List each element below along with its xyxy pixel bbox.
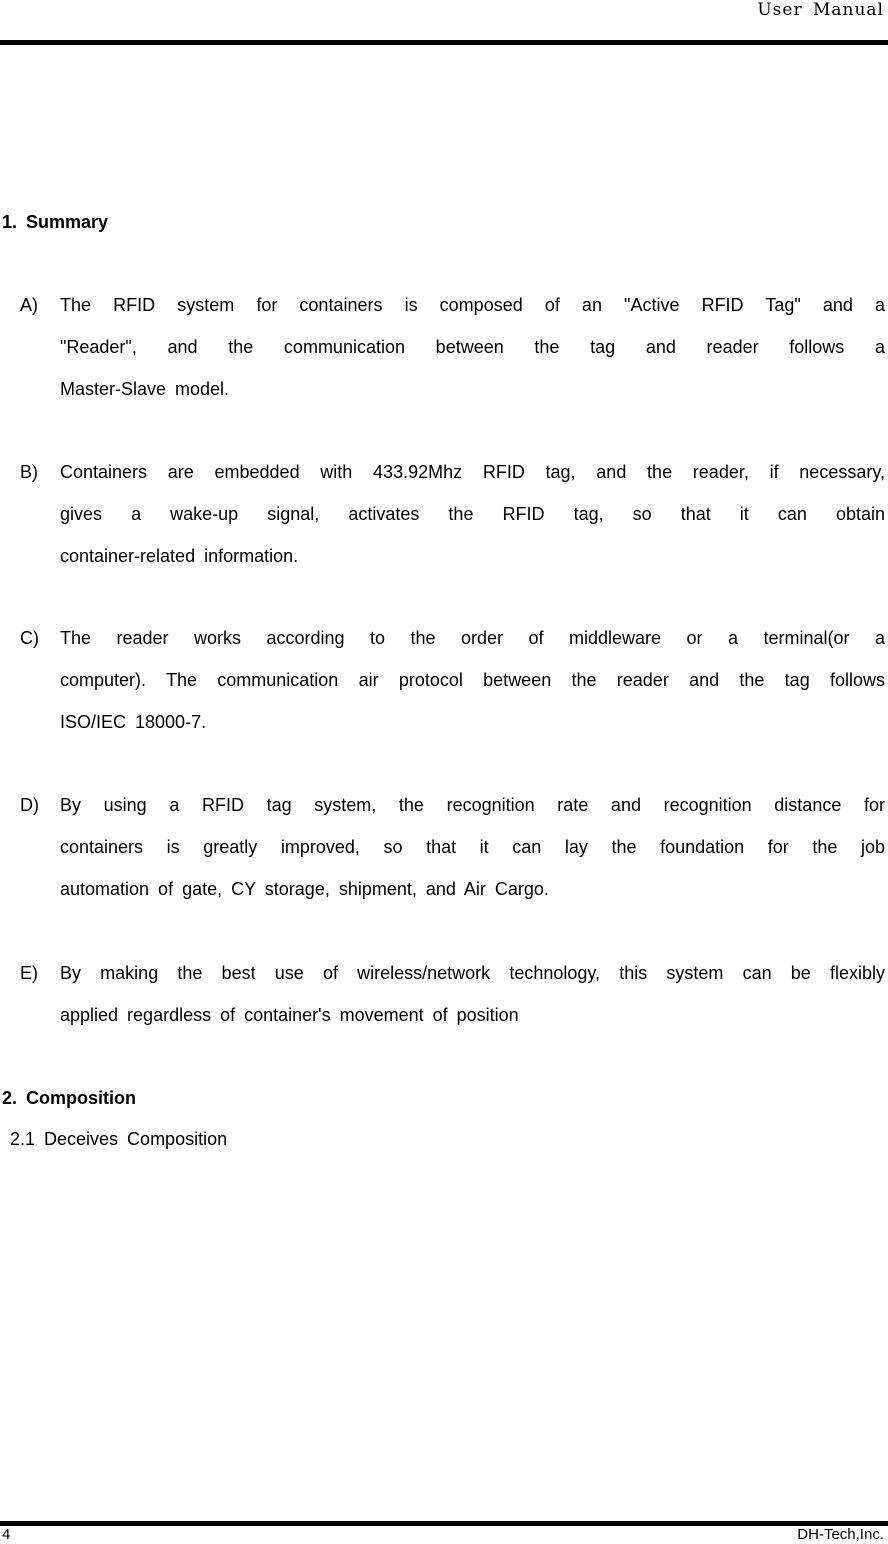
item-marker: C) <box>20 628 39 648</box>
item-line: The reader works according to the order of middleware or a terminal(or a <box>60 628 885 648</box>
item-line: gives a wake-up signal, activates the RFID tag, so that it can obtain <box>60 504 885 524</box>
page-number: 4 <box>2 1526 11 1543</box>
section-heading-composition: 2. Composition <box>2 1088 136 1108</box>
summary-item-b <box>20 451 885 577</box>
item-marker: B) <box>20 462 38 482</box>
item-marker: A) <box>20 295 38 315</box>
item-line: ISO/IEC 18000-7. <box>60 712 207 732</box>
summary-item-a <box>20 284 885 410</box>
item-line: Containers are embedded with 433.92Mhz RFID tag, and the reader, if necessary, <box>60 462 885 482</box>
item-line: By making the best use of wireless/network technology, this system can be flexibly <box>60 963 885 983</box>
item-line: automation of gate, CY storage, shipment, and Air Cargo. <box>60 879 549 899</box>
item-line: "Reader", and the communication between the tag and reader follows a <box>60 337 885 357</box>
item-line: By using a RFID tag system, the recognition rate and recognition distance for <box>60 795 885 815</box>
header-title: User Manual <box>757 0 884 20</box>
summary-item-c <box>20 617 885 743</box>
section-heading-summary: 1. Summary <box>2 212 109 232</box>
header-rule <box>0 40 888 45</box>
footer-rule <box>0 1521 888 1526</box>
summary-item-d <box>20 784 885 910</box>
summary-item-e <box>20 952 885 1036</box>
item-line: The RFID system for containers is composed of an "Active RFID Tag" and a <box>60 295 885 315</box>
subsection-heading: 2.1 Deceives Composition <box>10 1129 228 1149</box>
item-line: Master-Slave model. <box>60 379 230 399</box>
item-marker: E) <box>20 963 38 983</box>
item-line: computer). The communication air protocol between the reader and the tag follows <box>60 670 885 690</box>
item-line: containers is greatly improved, so that it can lay the foundation for the job <box>60 837 885 857</box>
item-line: applied regardless of container's movement of position <box>60 1005 519 1025</box>
item-marker: D) <box>20 795 39 815</box>
item-line: container-related information. <box>60 546 299 566</box>
footer-company: DH-Tech,Inc. <box>797 1526 884 1543</box>
